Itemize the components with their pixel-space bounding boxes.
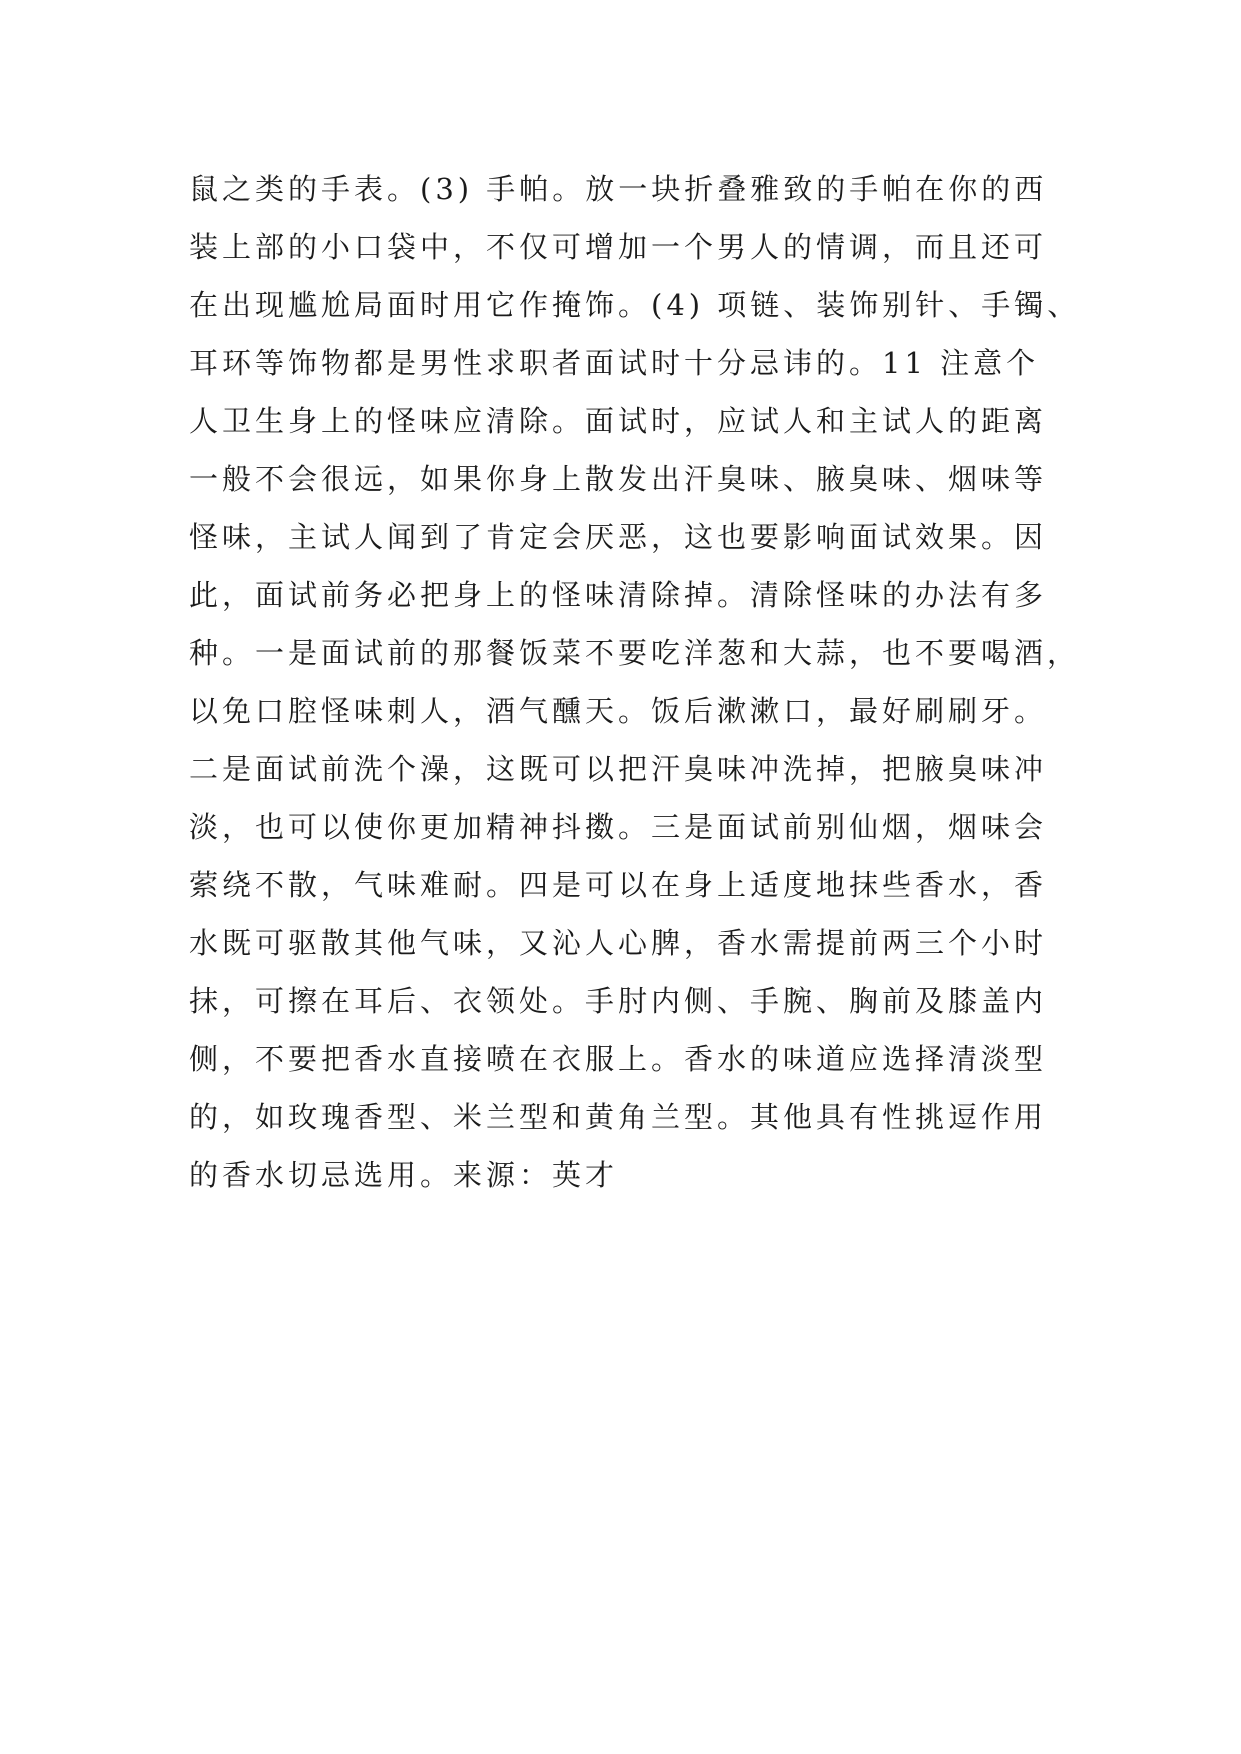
text-line: 的香水切忌选用。来源：英才 (189, 1158, 619, 1192)
body-text (189, 160, 1081, 1204)
text-line: 萦绕不散，气味难耐。四是可以在身上适度地抹些香水，香 (189, 868, 1048, 902)
text-line: 侧，不要把香水直接喷在衣服上。香水的味道应选择清淡型 (189, 1042, 1048, 1076)
text-line: 鼠之类的手表。(3) 手帕。放一块折叠雅致的手帕在你的西 (189, 172, 1048, 206)
text-line: 装上部的小口袋中，不仅可增加一个男人的情调，而且还可 (189, 230, 1048, 264)
text-line: 抹，可擦在耳后、衣领处。手肘内侧、手腕、胸前及膝盖内 (189, 984, 1048, 1018)
text-line: 怪味，主试人闻到了肯定会厌恶，这也要影响面试效果。因 (189, 520, 1048, 554)
text-line: 种。一是面试前的那餐饭菜不要吃洋葱和大蒜，也不要喝酒， (189, 636, 1081, 670)
text-line: 淡，也可以使你更加精神抖擞。三是面试前别仙烟，烟味会 (189, 810, 1048, 844)
text-line: 耳环等饰物都是男性求职者面试时十分忌讳的。11 注意个 (189, 346, 1040, 380)
text-line: 一般不会很远，如果你身上散发出汗臭味、腋臭味、烟味等 (189, 462, 1048, 496)
text-line: 的，如玫瑰香型、米兰型和黄角兰型。其他具有性挑逗作用 (189, 1100, 1048, 1134)
text-line: 以免口腔怪味刺人，酒气醺天。饭后漱漱口，最好刷刷牙。 (189, 694, 1048, 728)
text-line: 二是面试前洗个澡，这既可以把汗臭味冲洗掉，把腋臭味冲 (189, 752, 1048, 786)
text-line: 人卫生身上的怪味应清除。面试时，应试人和主试人的距离 (189, 404, 1048, 438)
text-line: 水既可驱散其他气味，又沁人心脾，香水需提前两三个小时 (189, 926, 1048, 960)
text-line: 在出现尴尬局面时用它作掩饰。(4) 项链、装饰别针、手镯、 (189, 288, 1081, 322)
text-line: 此，面试前务必把身上的怪味清除掉。清除怪味的办法有多 (189, 578, 1048, 612)
